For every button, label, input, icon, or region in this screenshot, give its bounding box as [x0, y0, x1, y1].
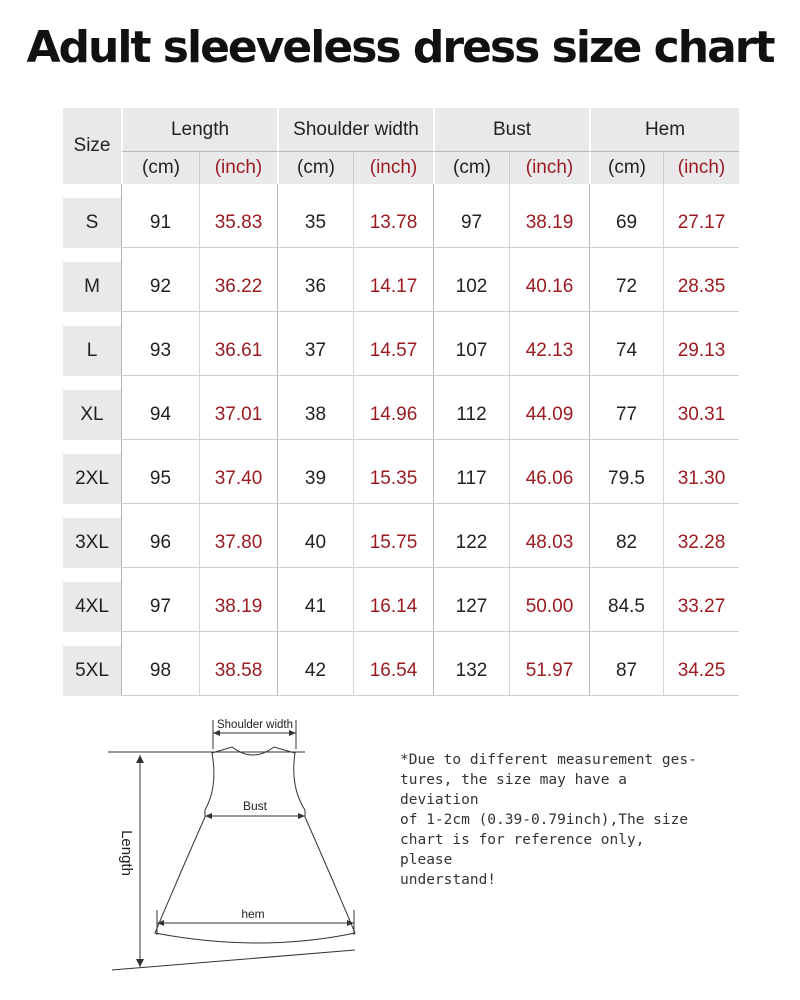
- size-cell: XL: [63, 390, 121, 440]
- hem-cm-cell: 77: [589, 390, 663, 440]
- hem-header: Hem: [589, 108, 739, 152]
- length-cm-cell: 98: [121, 646, 199, 696]
- hem-in-cell: 34.25: [663, 646, 739, 696]
- bust-label: Bust: [242, 799, 268, 813]
- shoulder-cm-cell: 39: [277, 454, 353, 504]
- bust-cm-cell: 97: [433, 198, 509, 248]
- shoulder-cm-cell: 40: [277, 518, 353, 568]
- table-row: [63, 198, 739, 248]
- shoulder-inch-header: (inch): [353, 152, 433, 184]
- shoulder-in-cell: 13.78: [353, 198, 433, 248]
- bust-in-cell: 40.16: [509, 262, 589, 312]
- bust-cm-cell: 102: [433, 262, 509, 312]
- length-cm-cell: 91: [121, 198, 199, 248]
- bust-cm-header: (cm): [433, 152, 509, 184]
- length-in-cell: 38.58: [199, 646, 277, 696]
- bust-in-cell: 42.13: [509, 326, 589, 376]
- table-row: [63, 326, 739, 376]
- table-row: [63, 646, 739, 696]
- hem-cm-cell: 72: [589, 262, 663, 312]
- shoulder-cm-cell: 42: [277, 646, 353, 696]
- length-in-cell: 37.40: [199, 454, 277, 504]
- shoulder-in-cell: 14.17: [353, 262, 433, 312]
- length-cm-cell: 95: [121, 454, 199, 504]
- length-in-cell: 36.61: [199, 326, 277, 376]
- size-cell: 4XL: [63, 582, 121, 632]
- hem-in-cell: 31.30: [663, 454, 739, 504]
- bust-in-cell: 46.06: [509, 454, 589, 504]
- size-cell: 2XL: [63, 454, 121, 504]
- length-header: Length: [121, 108, 277, 152]
- hem-in-cell: 33.27: [663, 582, 739, 632]
- size-table: [63, 108, 739, 696]
- hem-cm-cell: 84.5: [589, 582, 663, 632]
- bust-in-cell: 50.00: [509, 582, 589, 632]
- hem-cm-header: (cm): [589, 152, 663, 184]
- length-in-cell: 36.22: [199, 262, 277, 312]
- length-cm-header: (cm): [121, 152, 199, 184]
- shoulder-cm-cell: 37: [277, 326, 353, 376]
- length-cm-cell: 94: [121, 390, 199, 440]
- length-inch-header: (inch): [199, 152, 277, 184]
- size-header: Size: [63, 108, 121, 184]
- shoulder-cm-cell: 36: [277, 262, 353, 312]
- size-cell: L: [63, 326, 121, 376]
- bust-cm-cell: 107: [433, 326, 509, 376]
- hem-cm-cell: 79.5: [589, 454, 663, 504]
- hem-in-cell: 30.31: [663, 390, 739, 440]
- hem-in-cell: 32.28: [663, 518, 739, 568]
- bust-in-cell: 38.19: [509, 198, 589, 248]
- bust-header: Bust: [433, 108, 589, 152]
- size-cell: 3XL: [63, 518, 121, 568]
- shoulder-in-cell: 15.35: [353, 454, 433, 504]
- hem-cm-cell: 74: [589, 326, 663, 376]
- bust-cm-cell: 122: [433, 518, 509, 568]
- shoulder-label: Shoulder width: [217, 719, 293, 731]
- dress-diagram: [100, 705, 380, 980]
- size-cell: 5XL: [63, 646, 121, 696]
- measurement-note: *Due to different measurement ges- tures, the size may have a deviation of 1-2cm (0.39-0.79inch),The size chart is for reference only, please understand!: [400, 752, 697, 888]
- length-cm-cell: 93: [121, 326, 199, 376]
- hem-in-cell: 27.17: [663, 198, 739, 248]
- table-row: [63, 518, 739, 568]
- bust-cm-cell: 132: [433, 646, 509, 696]
- table-row: [63, 454, 739, 504]
- shoulder-cm-cell: 41: [277, 582, 353, 632]
- length-in-cell: 37.80: [199, 518, 277, 568]
- hem-inch-header: (inch): [663, 152, 739, 184]
- length-in-cell: 38.19: [199, 582, 277, 632]
- hem-cm-cell: 69: [589, 198, 663, 248]
- shoulder-in-cell: 14.57: [353, 326, 433, 376]
- size-cell: S: [63, 198, 121, 248]
- length-cm-cell: 97: [121, 582, 199, 632]
- table-row: [63, 390, 739, 440]
- length-in-cell: 37.01: [199, 390, 277, 440]
- chart-title: Adult sleeveless dress size chart: [26, 22, 774, 73]
- hem-in-cell: 29.13: [663, 326, 739, 376]
- shoulder-cm-header: (cm): [277, 152, 353, 184]
- bust-cm-cell: 117: [433, 454, 509, 504]
- length-cm-cell: 92: [121, 262, 199, 312]
- bust-cm-cell: 127: [433, 582, 509, 632]
- shoulder-in-cell: 16.14: [353, 582, 433, 632]
- hem-cm-cell: 87: [589, 646, 663, 696]
- shoulder-cm-cell: 35: [277, 198, 353, 248]
- hem-cm-cell: 82: [589, 518, 663, 568]
- shoulder-cm-cell: 38: [277, 390, 353, 440]
- length-label: Length: [118, 830, 135, 876]
- length-cm-cell: 96: [121, 518, 199, 568]
- table-row: [63, 262, 739, 312]
- shoulder-in-cell: 14.96: [353, 390, 433, 440]
- bust-in-cell: 51.97: [509, 646, 589, 696]
- table-row: [63, 582, 739, 632]
- bust-inch-header: (inch): [509, 152, 589, 184]
- hem-in-cell: 28.35: [663, 262, 739, 312]
- shoulder-header: Shoulder width: [277, 108, 433, 152]
- bust-in-cell: 48.03: [509, 518, 589, 568]
- shoulder-in-cell: 15.75: [353, 518, 433, 568]
- bust-cm-cell: 112: [433, 390, 509, 440]
- size-cell: M: [63, 262, 121, 312]
- hem-label: hem: [241, 907, 265, 921]
- bust-in-cell: 44.09: [509, 390, 589, 440]
- shoulder-in-cell: 16.54: [353, 646, 433, 696]
- length-in-cell: 35.83: [199, 198, 277, 248]
